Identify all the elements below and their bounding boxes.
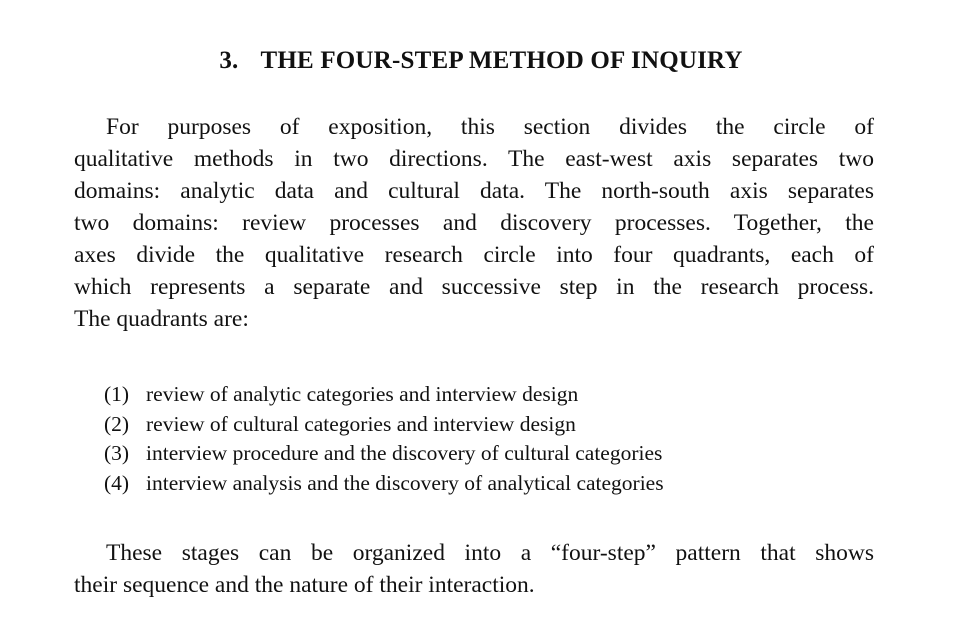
list-item-text: interview procedure and the discovery of cultural categories: [146, 441, 663, 465]
paragraph-line: two domains: review processes and discovery processes. Together, the: [74, 210, 874, 236]
section-heading: [0, 44, 962, 78]
list-item-text: review of cultural categories and interview design: [146, 411, 576, 436]
paragraph-line: their sequence and the nature of their interaction.: [74, 572, 535, 598]
section-title: THE FOUR-STEP METHOD OF INQUIRY: [260, 47, 743, 74]
list-item-text: review of analytic categories and interview design: [146, 382, 579, 406]
section-number: 3.: [219, 47, 239, 74]
list-item: [104, 380, 664, 410]
paragraph-line: axes divide the qualitative research circle into four quadrants, each of: [74, 242, 874, 268]
paragraph-line: The quadrants are:: [74, 306, 249, 332]
quadrant-list: [104, 380, 664, 498]
list-marker: (4): [104, 470, 130, 495]
list-item: [104, 469, 664, 499]
list-marker: (3): [104, 441, 130, 465]
list-marker: (1): [104, 382, 130, 406]
paragraph-line: For purposes of exposition, this section divides the circle of: [106, 114, 874, 140]
list-item-text: interview analysis and the discovery of analytical categories: [146, 470, 664, 495]
list-marker: (2): [104, 411, 130, 436]
list-item: [104, 410, 664, 440]
list-item: [104, 439, 664, 469]
paragraph-line: which represents a separate and successive step in the research process.: [74, 274, 874, 300]
paragraph-line: qualitative methods in two directions. The east-west axis separates two: [74, 146, 874, 172]
intro-paragraph: [74, 111, 874, 335]
closing-paragraph: [74, 537, 874, 601]
paragraph-line: domains: analytic data and cultural data. The north-south axis separates: [74, 178, 874, 204]
paragraph-line: These stages can be organized into a “four-step” pattern that shows: [106, 540, 874, 566]
